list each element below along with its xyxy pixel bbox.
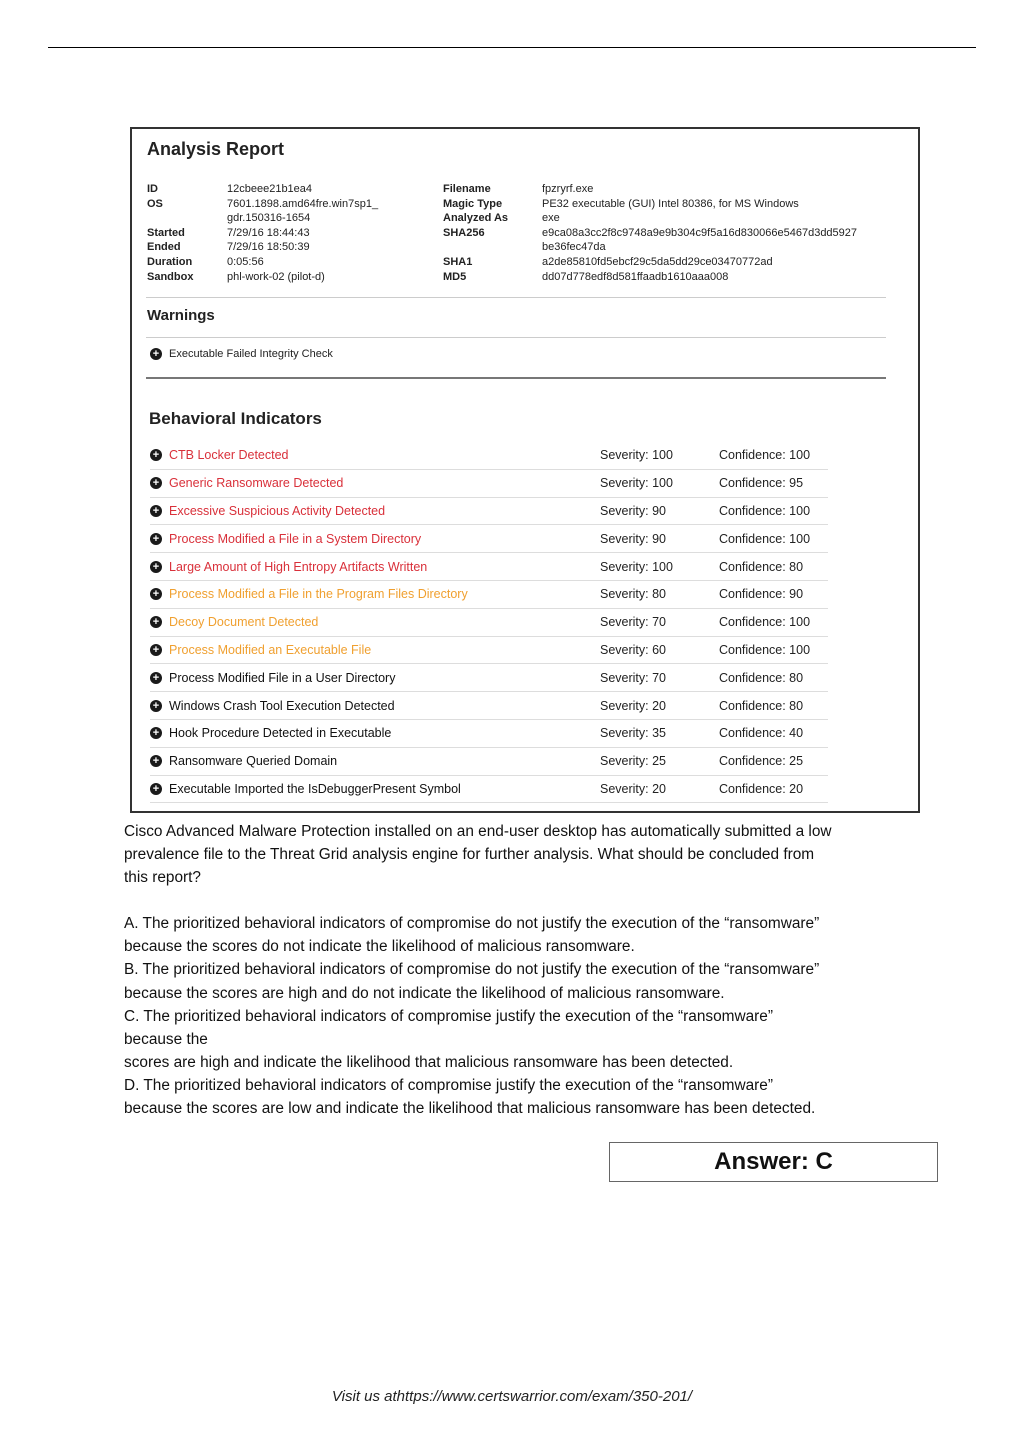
meta-value: gdr.150316-1654 [227,212,311,225]
question-line: prevalence file to the Threat Grid analysis engine for further analysis. What should be concluded from [124,846,815,864]
indicator-row[interactable] [150,553,828,581]
meta-right-table [443,182,857,284]
indicator-row[interactable] [150,776,828,804]
meta-value: 0:05:56 [227,255,264,268]
indicator-row[interactable] [150,748,828,776]
indicator-confidence: Confidence: 100 [719,448,811,463]
plus-circle-icon[interactable]: + [150,505,162,517]
plus-circle-icon[interactable]: + [150,700,162,712]
warnings-title: Warnings [147,307,215,324]
meta-left-table [147,182,378,284]
option-line: scores are high and indicate the likelihood that malicious ransomware has been detected. [124,1053,734,1071]
indicator-confidence: Confidence: 80 [719,670,804,685]
indicator-confidence: Confidence: 95 [719,476,804,491]
warning-label: Executable Failed Integrity Check [169,348,333,360]
meta-value: 7601.1898.amd64fre.win7sp1_ [227,197,379,210]
indicator-confidence: Confidence: 80 [719,698,804,713]
meta-row [443,255,857,270]
indicator-confidence: Confidence: 100 [719,531,811,546]
meta-key: Analyzed As [443,212,509,225]
indicator-confidence: Confidence: 100 [719,615,811,630]
indicator-name-cell [150,754,600,768]
question-line: this report? [124,869,201,887]
indicator-row[interactable] [150,525,828,553]
meta-row [147,255,378,270]
meta-row [443,270,857,285]
indicator-severity: Severity: 35 [600,726,667,741]
plus-circle-icon[interactable]: + [150,561,162,573]
option-line: D. The prioritized behavioral indicators of compromise justify the execution of the “ransomware” [124,1076,773,1094]
indicator-row[interactable] [150,498,828,526]
plus-circle-icon[interactable]: + [150,755,162,767]
meta-value: be36fec47da [542,241,606,254]
meta-value: fpzryrf.exe [542,183,594,195]
meta-key: SHA256 [443,226,485,239]
answer-box [609,1142,938,1182]
indicator-name-cell [150,476,600,490]
option-line: because the scores do not indicate the likelihood of malicious ransomware. [124,938,635,956]
indicator-severity: Severity: 20 [600,698,667,713]
plus-circle-icon[interactable]: + [150,783,162,795]
indicator-name-cell [150,643,600,657]
indicator-name-cell [150,699,600,713]
plus-circle-icon[interactable]: + [150,449,162,461]
plus-circle-icon[interactable]: + [150,672,162,684]
meta-value: 12cbeee21b1ea4 [227,183,313,195]
question-line: Cisco Advanced Malware Protection installed on an end-user desktop has automatically submitted a low [124,823,832,840]
meta-value: phl-work-02 (pilot-d) [227,270,325,283]
indicator-row[interactable] [150,692,828,720]
indicator-name: CTB Locker Detected [169,448,289,463]
meta-value: 7/29/16 18:50:39 [227,241,310,254]
indicator-row[interactable] [150,609,828,637]
meta-row [147,182,378,197]
option-line: because the scores are high and do not indicate the likelihood of malicious ransomware. [124,984,725,1002]
option-line: A. The prioritized behavioral indicators of compromise do not justify the execution of the “ransomware” [124,915,820,933]
meta-row [147,270,378,285]
indicator-row[interactable] [150,470,828,498]
indicator-severity: Severity: 90 [600,531,667,546]
meta-row [147,240,378,255]
warning-item [150,348,333,360]
indicator-row[interactable] [150,581,828,609]
option-line: because the [124,1030,208,1048]
meta-value: 7/29/16 18:44:43 [227,226,310,239]
indicator-row[interactable] [150,720,828,748]
indicator-confidence: Confidence: 90 [719,587,804,602]
indicator-name: Generic Ransomware Detected [169,476,344,491]
meta-row [443,182,857,197]
meta-value: dd07d778edf8d581ffaadb1610aaa008 [542,270,729,283]
meta-row [147,211,378,226]
divider [146,377,886,379]
indicator-name-cell [150,615,600,629]
meta-row [147,197,378,212]
meta-key: Filename [443,183,491,195]
indicator-name: Excessive Suspicious Activity Detected [169,503,386,518]
footer-link[interactable]: Visit us athttps://www.certswarrior.com/exam/350-201/ [331,1388,693,1405]
meta-key: Sandbox [147,270,194,283]
plus-circle-icon[interactable]: + [150,477,162,489]
indicator-row[interactable] [150,637,828,665]
indicator-severity: Severity: 100 [600,559,673,574]
indicator-name-cell [150,726,600,740]
answer-label: Answer: C [714,1148,833,1175]
meta-key [147,211,227,226]
meta-row [443,226,857,241]
indicator-name-cell [150,560,600,574]
indicator-severity: Severity: 70 [600,670,667,685]
indicator-severity: Severity: 60 [600,642,667,657]
indicators-title: Behavioral Indicators [149,409,322,428]
indicator-name: Large Amount of High Entropy Artifacts Written [169,559,428,574]
indicator-name-cell [150,504,600,518]
meta-row [443,240,857,255]
indicators-list [150,442,828,803]
option-line: C. The prioritized behavioral indicators of compromise justify the execution of the “ransomware” [124,1007,773,1025]
meta-row [443,211,857,226]
question-stem [124,820,934,889]
indicator-name-cell [150,671,600,685]
top-rule [48,47,976,48]
meta-row [147,226,378,241]
indicator-name: Process Modified a File in a System Directory [169,531,422,546]
indicator-severity: Severity: 70 [600,615,667,630]
meta-key: OS [147,197,163,210]
meta-key: SHA1 [443,255,473,268]
indicator-name: Ransomware Queried Domain [169,754,338,769]
meta-key: Magic Type [443,197,503,210]
indicator-name: Process Modified an Executable File [169,642,372,657]
indicator-severity: Severity: 100 [600,476,673,491]
indicator-name: Hook Procedure Detected in Executable [169,726,392,741]
option-line: B. The prioritized behavioral indicators of compromise do not justify the execution of the “ransomware” [124,961,820,979]
indicator-name-cell [150,532,600,546]
indicator-confidence: Confidence: 25 [719,754,804,769]
analysis-report-image [130,127,920,813]
meta-value: PE32 executable (GUI) Intel 80386, for MS Windows [542,197,799,210]
plus-circle-icon[interactable]: + [150,588,162,600]
meta-key: MD5 [443,270,467,283]
plus-circle-icon[interactable]: + [150,616,162,628]
report-title: Analysis Report [147,139,285,159]
plus-circle-icon[interactable]: + [150,533,162,545]
meta-row [443,197,857,212]
plus-circle-icon[interactable]: + [150,348,162,360]
meta-value: e9ca08a3cc2f8c9748a9e9b304c9f5a16d830066e5467d3dd5927 [542,226,858,239]
indicator-name: Process Modified File in a User Directory [169,670,396,685]
indicator-confidence: Confidence: 100 [719,642,811,657]
indicator-severity: Severity: 80 [600,587,667,602]
indicator-severity: Severity: 25 [600,754,667,769]
indicator-row[interactable] [150,664,828,692]
indicator-name: Executable Imported the IsDebuggerPresent Symbol [169,781,461,796]
meta-key: Started [147,226,185,239]
meta-key: Ended [147,241,181,254]
indicator-confidence: Confidence: 40 [719,726,804,741]
indicator-name-cell [150,782,600,796]
meta-key [443,240,542,255]
meta-value: a2de85810fd5ebcf29c5da5dd29ce03470772ad [542,255,773,268]
indicator-severity: Severity: 20 [600,781,667,796]
indicator-name: Process Modified a File in the Program Files Directory [169,587,468,602]
indicator-row[interactable] [150,442,828,470]
meta-key: Duration [147,255,193,268]
plus-circle-icon[interactable]: + [150,727,162,739]
indicator-confidence: Confidence: 80 [719,559,804,574]
indicator-name-cell [150,587,600,601]
question-block [124,820,934,1120]
indicator-name-cell [150,448,600,462]
option-line: because the scores are low and indicate the likelihood that malicious ransomware has been detected. [124,1100,816,1118]
indicator-confidence: Confidence: 20 [719,781,804,796]
divider [146,297,886,298]
divider [146,337,886,338]
indicator-severity: Severity: 90 [600,503,667,518]
indicator-severity: Severity: 100 [600,448,673,463]
meta-value: exe [542,212,560,225]
meta-key: ID [147,183,158,195]
indicator-name: Decoy Document Detected [169,615,319,630]
plus-circle-icon[interactable]: + [150,644,162,656]
answer-options [124,912,934,1120]
indicator-confidence: Confidence: 100 [719,503,811,518]
indicator-name: Windows Crash Tool Execution Detected [169,698,395,713]
